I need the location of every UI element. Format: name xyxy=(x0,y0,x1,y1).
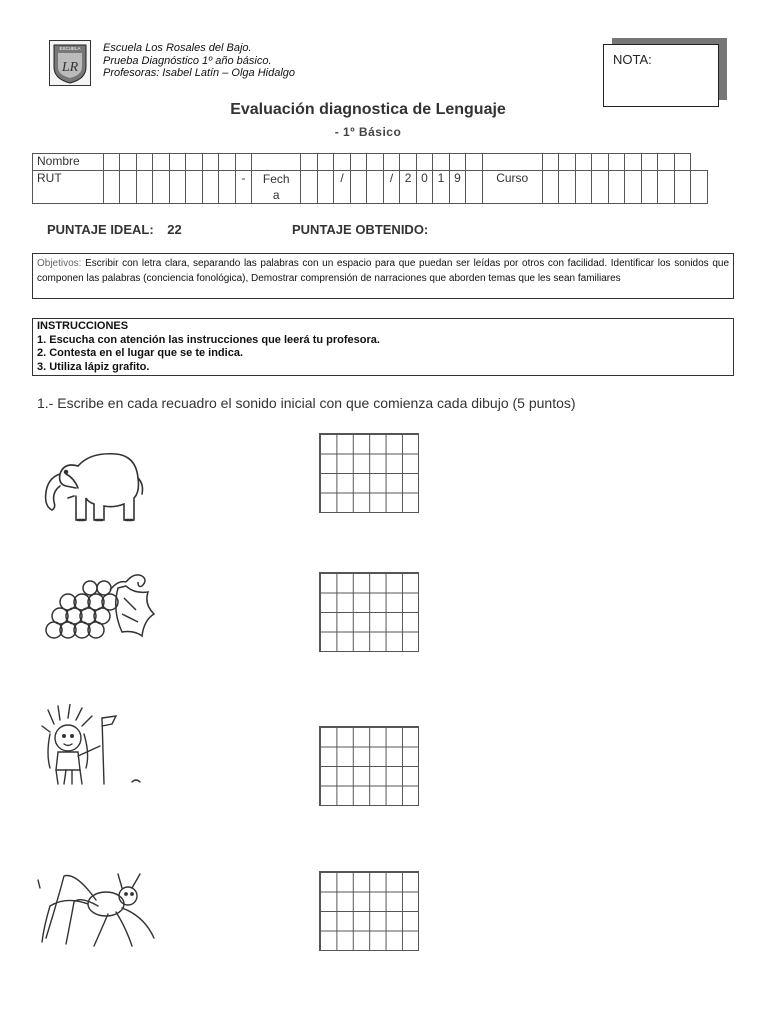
nombre-cell[interactable] xyxy=(400,154,416,171)
nombre-cell[interactable] xyxy=(383,154,399,171)
rut-cell[interactable] xyxy=(186,171,202,204)
year-digit: 9 xyxy=(449,171,465,204)
rut-cell[interactable] xyxy=(219,171,235,204)
nombre-cell[interactable] xyxy=(608,154,624,171)
nombre-cell[interactable] xyxy=(153,154,169,171)
rut-row xyxy=(33,171,708,204)
rut-cell[interactable] xyxy=(169,171,185,204)
puntaje-ideal-value: 22 xyxy=(167,222,182,237)
objetivos-text: Escribir con letra clara, separando las palabras con un espacio para que puedan ser leídas por otros con facilidad. Identificar los sonidos que componen las palabras (conciencia fonológica), Demostrar comprensión de narraciones que aborden temas que les sean familiares xyxy=(37,258,729,284)
nombre-cell[interactable] xyxy=(202,154,218,171)
nombre-cell[interactable] xyxy=(103,154,119,171)
nombre-cell[interactable] xyxy=(235,154,251,171)
nombre-cell[interactable] xyxy=(641,154,657,171)
school-logo xyxy=(49,40,91,86)
answer-grid-3[interactable] xyxy=(319,726,419,806)
year-digit: 2 xyxy=(400,171,416,204)
date-slash-1: / xyxy=(334,171,350,204)
objetivos-box xyxy=(32,253,734,299)
nombre-cell[interactable] xyxy=(136,154,152,171)
elephant-icon xyxy=(38,448,154,528)
curso-cell[interactable] xyxy=(691,171,708,204)
fecha-text: Fech a xyxy=(262,172,290,202)
curso-cell[interactable] xyxy=(559,171,575,204)
nombre-cell[interactable] xyxy=(466,154,482,171)
nombre-cell[interactable] xyxy=(219,154,235,171)
nombre-cell[interactable] xyxy=(416,154,432,171)
nombre-cell[interactable] xyxy=(367,154,383,171)
nombre-cell[interactable] xyxy=(625,154,641,171)
nombre-cell[interactable] xyxy=(592,154,608,171)
nombre-cell[interactable] xyxy=(350,154,366,171)
date-slash-2: / xyxy=(383,171,399,204)
instruction-item: 2. Contesta en el lugar que se te indica. xyxy=(37,347,244,359)
date-cell[interactable] xyxy=(367,171,383,204)
curso-cell[interactable] xyxy=(641,171,657,204)
nombre-cell[interactable] xyxy=(317,154,333,171)
nombre-cell[interactable] xyxy=(252,154,301,171)
answer-grid-1[interactable] xyxy=(319,433,419,513)
year-digit: 0 xyxy=(416,171,432,204)
instruction-item: 3. Utiliza lápiz grafito. xyxy=(37,360,150,373)
puntaje-ideal xyxy=(47,222,182,237)
curso-label: Curso xyxy=(482,171,542,204)
nombre-cell[interactable] xyxy=(186,154,202,171)
test-name: Prueba Diagnóstico 1º año básico. xyxy=(103,54,272,67)
instrucciones-heading: INSTRUCCIONES xyxy=(37,320,129,332)
curso-cell[interactable] xyxy=(575,171,591,204)
instruction-item: 1. Escucha con atención las instrucciones que leerá tu profesora. xyxy=(37,333,380,346)
rut-cell[interactable] xyxy=(120,171,136,204)
date-cell[interactable] xyxy=(466,171,482,204)
page-subtitle: - 1º Básico xyxy=(334,125,402,139)
instrucciones-box xyxy=(32,318,734,376)
date-cell[interactable] xyxy=(350,171,366,204)
nombre-cell[interactable] xyxy=(542,154,558,171)
curso-cell[interactable] xyxy=(674,171,690,204)
logo-text: ESCUELA xyxy=(59,46,81,51)
nombre-cell[interactable] xyxy=(449,154,465,171)
rut-cell[interactable] xyxy=(202,171,218,204)
curso-cell[interactable] xyxy=(592,171,608,204)
curso-cell[interactable] xyxy=(608,171,624,204)
rut-cell[interactable] xyxy=(136,171,152,204)
fecha-label xyxy=(252,171,301,204)
rut-cell[interactable] xyxy=(103,171,119,204)
nombre-cell[interactable] xyxy=(559,154,575,171)
nombre-cell[interactable] xyxy=(301,154,317,171)
nombre-cell[interactable] xyxy=(334,154,350,171)
nombre-cell[interactable] xyxy=(575,154,591,171)
nombre-cell[interactable] xyxy=(482,154,542,171)
rut-cell[interactable] xyxy=(153,171,169,204)
rut-label: RUT xyxy=(33,171,104,204)
nota-box[interactable] xyxy=(603,44,719,107)
school-crest-icon xyxy=(50,41,90,85)
date-cell[interactable] xyxy=(301,171,317,204)
nombre-label: Nombre xyxy=(33,154,104,171)
puntaje-obtenido-label: PUNTAJE OBTENIDO: xyxy=(292,222,429,237)
svg-text:LR: LR xyxy=(61,60,79,75)
nombre-cell[interactable] xyxy=(674,154,690,171)
date-cell[interactable] xyxy=(317,171,333,204)
nombre-row xyxy=(33,154,708,171)
teachers: Profesoras: Isabel Latín – Olga Hidalgo xyxy=(103,67,296,79)
nombre-cell[interactable] xyxy=(658,154,674,171)
nombre-cell[interactable] xyxy=(433,154,449,171)
year-digit: 1 xyxy=(433,171,449,204)
objetivos-label: Objetivos: xyxy=(37,258,82,269)
indian-child-icon xyxy=(40,704,148,788)
nombre-cell[interactable] xyxy=(120,154,136,171)
grapes-icon xyxy=(38,570,156,650)
page-title: Evaluación diagnostica de Lenguaje xyxy=(230,101,506,118)
school-info xyxy=(103,42,295,80)
puntaje-ideal-label: PUNTAJE IDEAL: xyxy=(47,222,154,237)
rut-dash: - xyxy=(235,171,251,204)
question-1-prompt: 1.- Escribe en cada recuadro el sonido inicial con que comienza cada dibujo (5 puntos) xyxy=(37,395,576,411)
spider-icon xyxy=(36,866,158,950)
curso-cell[interactable] xyxy=(625,171,641,204)
answer-grid-4[interactable] xyxy=(319,871,419,951)
curso-cell[interactable] xyxy=(658,171,674,204)
nota-label: NOTA: xyxy=(613,52,652,67)
nombre-cell[interactable] xyxy=(169,154,185,171)
school-name: Escuela Los Rosales del Bajo. xyxy=(103,42,252,54)
curso-cell[interactable] xyxy=(542,171,558,204)
answer-grid-2[interactable] xyxy=(319,572,419,652)
student-info-table xyxy=(32,153,708,204)
